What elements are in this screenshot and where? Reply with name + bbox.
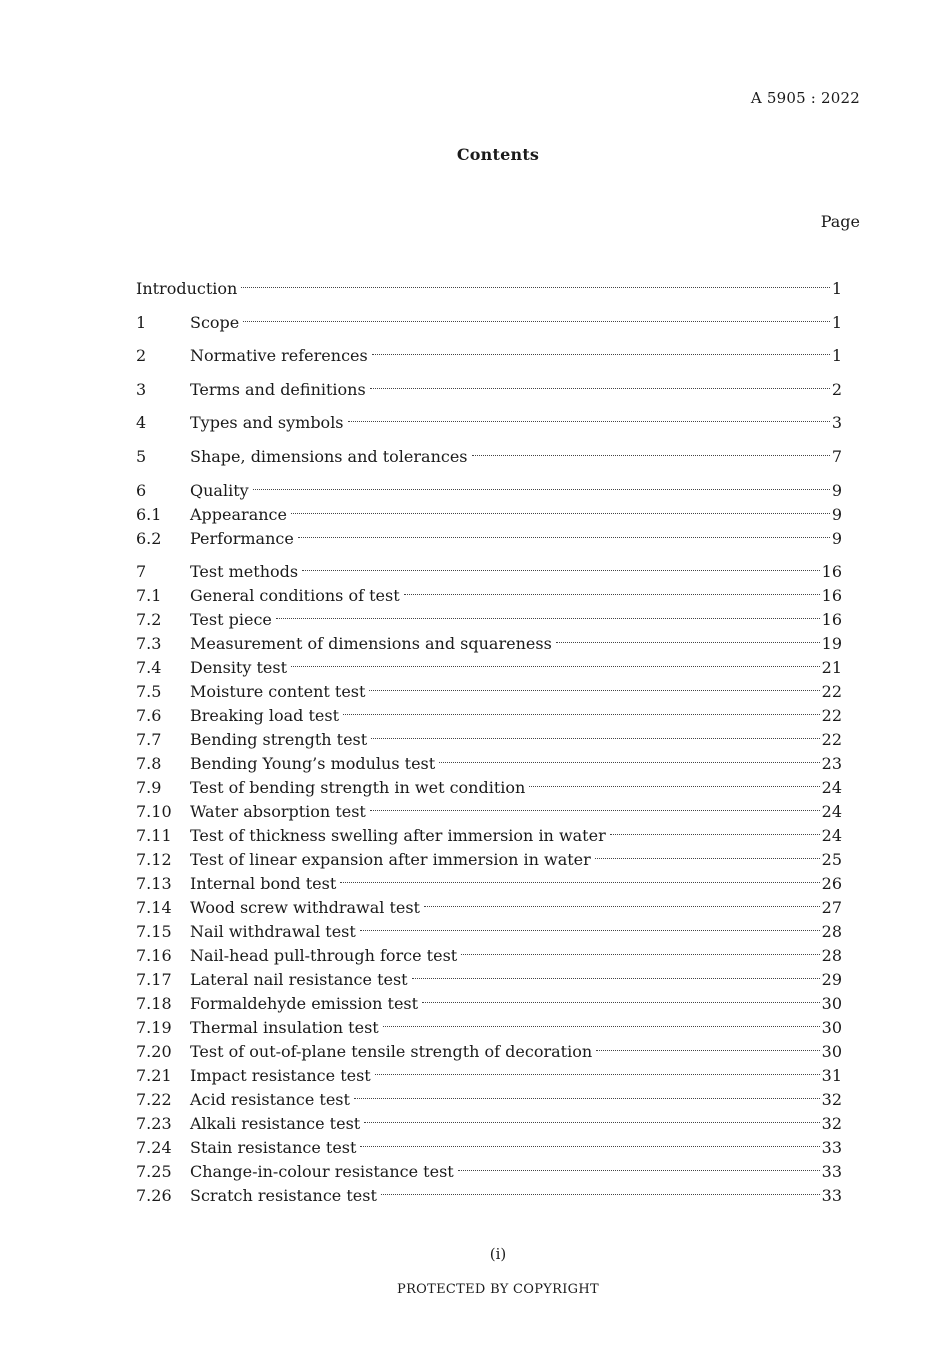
toc-entry[interactable] (136, 1112, 842, 1136)
dot-leader (556, 642, 820, 643)
toc-entry-number: 7 (136, 562, 147, 582)
toc-entry-page: 9 (831, 504, 842, 524)
dot-leader (343, 714, 820, 715)
dot-leader (610, 834, 820, 835)
toc-entry-page: 1 (831, 279, 842, 298)
toc-entry-title: Nail withdrawal test (190, 922, 356, 942)
toc-entry[interactable] (136, 527, 842, 551)
toc-entry[interactable] (136, 728, 842, 752)
toc-entry-page: 24 (821, 802, 842, 822)
toc-entry-title: Test of out-of-plane tensile strength of decoration (190, 1042, 593, 1062)
toc-entry-title: Nail-head pull-through force test (190, 946, 458, 966)
toc-entry-title: Wood screw withdrawal test (190, 898, 420, 918)
copyright-notice: PROTECTED BY COPYRIGHT (397, 1282, 599, 1297)
toc-entry-title: Moisture content test (190, 682, 366, 702)
toc-entry[interactable] (136, 311, 842, 335)
dot-leader (291, 666, 820, 667)
toc-entry-page: 30 (821, 994, 842, 1014)
toc-entry[interactable] (136, 1088, 842, 1112)
toc-entry-page: 7 (831, 446, 842, 466)
table-of-contents (136, 277, 842, 1208)
toc-entry-title: Internal bond test (190, 874, 337, 894)
dot-leader (243, 321, 830, 322)
toc-entry-number: 7.23 (136, 1114, 172, 1134)
toc-entry-page: 22 (821, 682, 842, 702)
toc-entry-title: Test of linear expansion after immersion in water (190, 850, 591, 870)
toc-entry-number: 7.26 (136, 1186, 172, 1206)
toc-entry-number: 7.17 (136, 970, 172, 990)
toc-entry[interactable] (136, 344, 842, 368)
toc-entry-number: 7.10 (136, 802, 172, 822)
toc-entry-page: 22 (821, 730, 842, 750)
toc-entry[interactable] (136, 632, 842, 656)
page-column-label: Page (820, 212, 860, 231)
toc-entry-title: Change-in-colour resistance test (190, 1162, 454, 1182)
toc-entry-number: 7.18 (136, 994, 172, 1014)
dot-leader (340, 882, 819, 883)
toc-entry-number: 7.9 (136, 778, 162, 798)
toc-entry-page: 3 (831, 413, 842, 433)
toc-entry-number: 7.22 (136, 1090, 172, 1110)
toc-entry[interactable] (136, 479, 842, 503)
dot-leader (298, 537, 830, 538)
toc-entry[interactable] (136, 503, 842, 527)
toc-entry-page: 21 (821, 658, 842, 678)
toc-entry-page: 22 (821, 706, 842, 726)
dot-leader (595, 858, 820, 859)
toc-entry-page: 33 (821, 1162, 842, 1182)
dot-leader (424, 906, 820, 907)
dot-leader (360, 1146, 819, 1147)
toc-entry-page: 28 (821, 922, 842, 942)
dot-leader (422, 1002, 820, 1003)
toc-entry[interactable] (136, 968, 842, 992)
toc-entry-page: 33 (821, 1138, 842, 1158)
toc-entry-number: 2 (136, 346, 147, 366)
toc-entry[interactable] (136, 1064, 842, 1088)
toc-entry[interactable] (136, 560, 842, 584)
toc-entry-page: 30 (821, 1018, 842, 1038)
toc-entry[interactable] (136, 1136, 842, 1160)
dot-leader (461, 954, 819, 955)
toc-entry-number: 1 (136, 312, 147, 332)
toc-entry-title: Scratch resistance test (190, 1186, 377, 1206)
toc-entry-page: 24 (821, 778, 842, 798)
toc-entry[interactable] (136, 1160, 842, 1184)
toc-entry[interactable] (136, 704, 842, 728)
toc-entry-page: 16 (821, 586, 842, 606)
dot-leader (372, 354, 830, 355)
dot-leader (371, 738, 819, 739)
toc-entry-title: Scope (190, 312, 240, 332)
toc-entry[interactable] (136, 656, 842, 680)
dot-leader (369, 690, 819, 691)
dot-leader (354, 1098, 820, 1099)
toc-entry[interactable] (136, 800, 842, 824)
toc-entry-number: 7.19 (136, 1018, 172, 1038)
toc-entry-page: 25 (821, 850, 842, 870)
dot-leader (302, 570, 820, 571)
toc-entry-number: 7.3 (136, 634, 162, 654)
toc-entry-number: 5 (136, 446, 147, 466)
toc-entry-number: 4 (136, 413, 147, 433)
toc-entry-title: Lateral nail resistance test (190, 970, 408, 990)
toc-entry-page: 30 (821, 1042, 842, 1062)
toc-entry-title: General conditions of test (190, 586, 400, 606)
dot-leader (404, 594, 820, 595)
toc-entry-title: Appearance (190, 504, 287, 524)
toc-entry-title: Thermal insulation test (190, 1018, 379, 1038)
dot-leader (370, 388, 830, 389)
dot-leader (241, 287, 829, 288)
toc-entry-title: Introduction (136, 279, 238, 298)
toc-entry-title: Water absorption test (190, 802, 366, 822)
toc-entry-title: Bending strength test (190, 730, 368, 750)
toc-entry-page: 9 (831, 528, 842, 548)
toc-entry[interactable] (136, 752, 842, 776)
standard-number: A 5905 : 2022 (750, 89, 860, 107)
toc-entry-page: 9 (831, 480, 842, 500)
toc-entry-page: 32 (821, 1114, 842, 1134)
toc-entry-number: 7.21 (136, 1066, 172, 1086)
toc-entry-title: Normative references (190, 346, 368, 366)
toc-entry-page: 16 (821, 610, 842, 630)
dot-leader (412, 978, 820, 979)
toc-entry-title: Stain resistance test (190, 1138, 357, 1158)
page-title: Contents (456, 145, 540, 164)
toc-entry[interactable] (136, 1016, 842, 1040)
toc-entry-number: 7.16 (136, 946, 172, 966)
toc-entry-title: Acid resistance test (190, 1090, 350, 1110)
toc-entry-number: 6 (136, 480, 147, 500)
toc-entry-title: Formaldehyde emission test (190, 994, 419, 1014)
toc-entry-number: 7.8 (136, 754, 162, 774)
toc-entry-title: Test of thickness swelling after immersion in water (190, 826, 606, 846)
toc-entry-number: 7.7 (136, 730, 162, 750)
toc-entry-number: 7.20 (136, 1042, 172, 1062)
toc-entry-page: 2 (831, 379, 842, 399)
toc-entry-page: 32 (821, 1090, 842, 1110)
toc-entry-number: 7.2 (136, 610, 162, 630)
toc-entry-number: 7.1 (136, 586, 162, 606)
toc-entry-page: 29 (821, 970, 842, 990)
toc-entry-page: 1 (831, 346, 842, 366)
dot-leader (381, 1194, 820, 1195)
toc-entry[interactable] (136, 445, 842, 469)
toc-entry[interactable] (136, 776, 842, 800)
toc-entry[interactable] (136, 992, 842, 1016)
toc-entry-title: Density test (190, 658, 288, 678)
toc-entry-page: 24 (821, 826, 842, 846)
toc-entry-number: 6.2 (136, 528, 162, 548)
toc-entry-title: Test methods (190, 562, 299, 582)
toc-entry-page: 26 (821, 874, 842, 894)
dot-leader (276, 618, 820, 619)
toc-entry-page: 31 (821, 1066, 842, 1086)
dot-leader (360, 930, 820, 931)
toc-entry-page: 23 (821, 754, 842, 774)
toc-entry[interactable] (136, 1184, 842, 1208)
dot-leader (375, 1074, 820, 1075)
toc-entry-page: 28 (821, 946, 842, 966)
toc-entry-number: 7.25 (136, 1162, 172, 1182)
toc-entry-number: 7.5 (136, 682, 162, 702)
dot-leader (529, 786, 819, 787)
toc-entry-number: 7.14 (136, 898, 172, 918)
toc-entry-title: Bending Young’s modulus test (190, 754, 436, 774)
dot-leader (458, 1170, 820, 1171)
toc-entry-number: 7.15 (136, 922, 172, 942)
toc-entry-number: 3 (136, 379, 147, 399)
toc-entry-title: Shape, dimensions and tolerances (190, 446, 468, 466)
toc-entry[interactable] (136, 378, 842, 402)
page-folio: (i) (489, 1245, 507, 1263)
dot-leader (439, 762, 819, 763)
toc-entry-title: Performance (190, 528, 294, 548)
toc-entry-number: 7.6 (136, 706, 162, 726)
toc-entry-page: 33 (821, 1186, 842, 1206)
toc-entry-title: Measurement of dimensions and squareness (190, 634, 552, 654)
dot-leader (348, 421, 830, 422)
toc-entry[interactable] (136, 848, 842, 872)
toc-entry[interactable] (136, 824, 842, 848)
dot-leader (291, 513, 830, 514)
toc-entry-number: 7.24 (136, 1138, 172, 1158)
toc-entry-number: 7.13 (136, 874, 172, 894)
toc-entry[interactable] (136, 680, 842, 704)
toc-entry-introduction[interactable] (136, 277, 842, 301)
toc-entry-title: Impact resistance test (190, 1066, 371, 1086)
dot-leader (472, 455, 830, 456)
toc-entry[interactable] (136, 411, 842, 435)
toc-entry-page: 16 (821, 562, 842, 582)
toc-entry-title: Test of bending strength in wet condition (190, 778, 526, 798)
toc-entry[interactable] (136, 608, 842, 632)
toc-entry[interactable] (136, 872, 842, 896)
toc-entry[interactable] (136, 1040, 842, 1064)
toc-entry-title: Types and symbols (190, 413, 344, 433)
dot-leader (596, 1050, 820, 1051)
dot-leader (253, 489, 830, 490)
toc-entry[interactable] (136, 920, 842, 944)
toc-entry-page: 19 (821, 634, 842, 654)
toc-entry[interactable] (136, 944, 842, 968)
dot-leader (383, 1026, 820, 1027)
toc-entry-title: Quality (190, 480, 249, 500)
toc-entry-page: 1 (831, 312, 842, 332)
toc-entry-title: Test piece (190, 610, 272, 630)
toc-entry-title: Terms and definitions (190, 379, 366, 399)
toc-entry-title: Alkali resistance test (190, 1114, 361, 1134)
toc-entry-number: 7.12 (136, 850, 172, 870)
toc-entry-title: Breaking load test (190, 706, 340, 726)
toc-entry-number: 6.1 (136, 504, 162, 524)
toc-entry-number: 7.4 (136, 658, 162, 678)
toc-entry-page: 27 (821, 898, 842, 918)
dot-leader (370, 810, 820, 811)
toc-entry-number: 7.11 (136, 826, 172, 846)
toc-entry[interactable] (136, 584, 842, 608)
toc-entry[interactable] (136, 896, 842, 920)
dot-leader (364, 1122, 819, 1123)
